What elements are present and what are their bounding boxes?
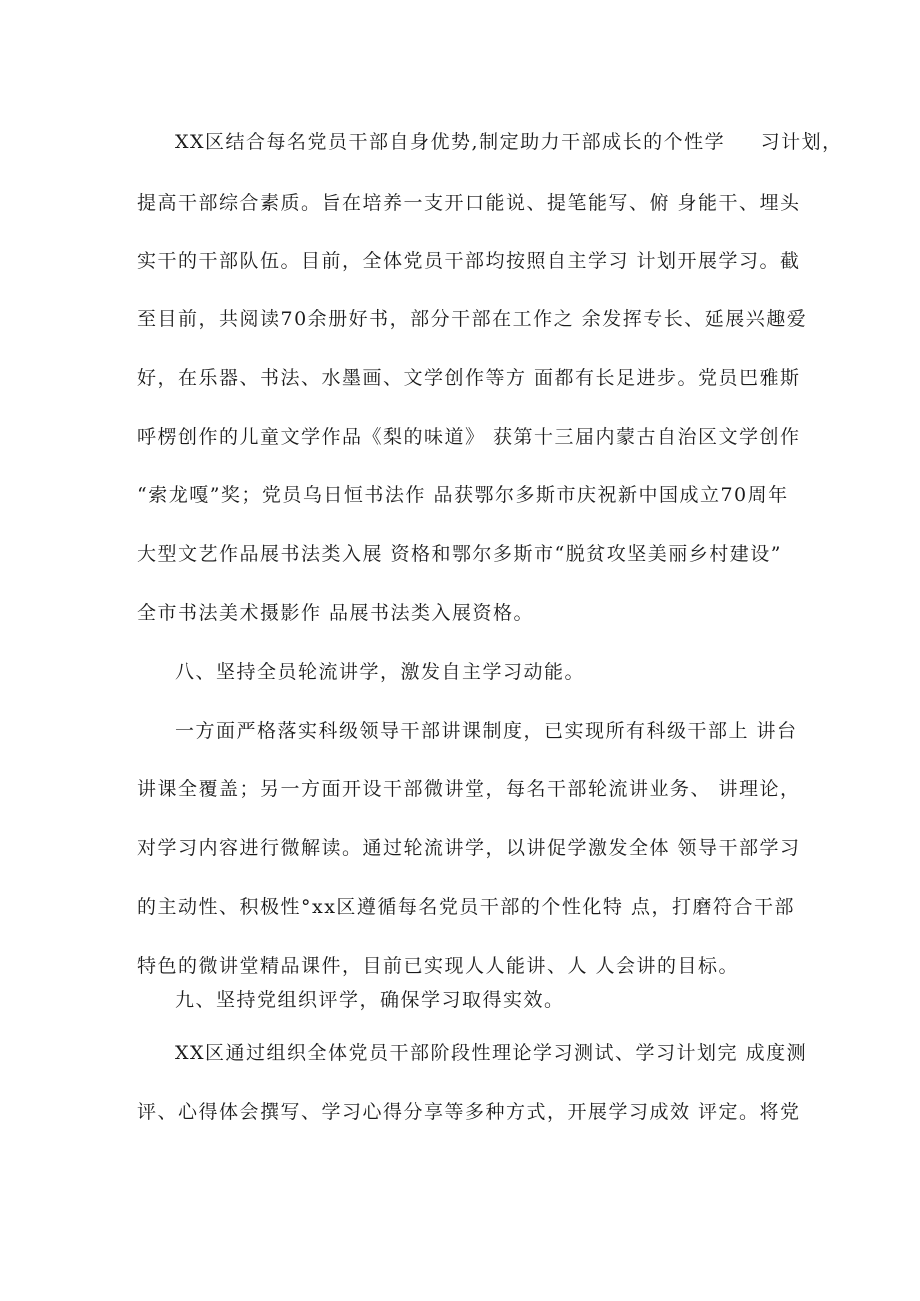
paragraph-line: 全市书法美术摄影作 品展书法类入展资格。 — [137, 602, 535, 624]
section-heading-8: 八、坚持全员轮流讲学，激发自主学习动能。 — [175, 661, 586, 683]
paragraph-line: 对学习内容进行微解读。通过轮流讲学，以讲促学激发全体 领导干部学习 — [137, 837, 801, 859]
paragraph-line: XX区通过组织全体党员干部阶段性理论学习测试、学习计划完 成度测 — [175, 1042, 808, 1064]
paragraph-line: 实干的干部队伍。目前，全体党员干部均按照自主学习 计划开展学习。截 — [137, 250, 801, 272]
paragraph-line: 的主动性、积极性°xx区遵循每名党员干部的个性化特 点，打磨符合干部 — [137, 896, 795, 918]
paragraph-line: 好，在乐器、书法、水墨画、文学创作等方 面都有长足进步。党员巴雅斯 — [137, 367, 801, 389]
paragraph-line: 一方面严格落实科级领导干部讲课制度，已实现所有科级干部上 讲台 — [175, 720, 798, 742]
section-heading-9: 九、坚持党组织评学，确保学习取得实效。 — [175, 989, 565, 1011]
paragraph-line: XX区结合每名党员干部自身优势,制定助力干部成长的个性学 习计划， — [175, 131, 843, 153]
paragraph-line: “索龙嘎”奖；党员乌日恒书法作 品获鄂尔多斯市庆祝新中国成立70周年 — [137, 484, 789, 506]
paragraph-line: 提高干部综合素质。旨在培养一支开口能说、提笔能写、俯 身能干、埋头 — [137, 192, 801, 214]
paragraph-line: 特色的微讲堂精品课件，目前已实现人人能讲、人 人会讲的目标。 — [137, 955, 740, 977]
paragraph-line: 至目前，共阅读70余册好书，部分干部在工作之 余发挥专长、延展兴趣爱 — [137, 308, 808, 330]
paragraph-line: 呼楞创作的儿童文学作品《梨的味道》 获第十三届内蒙古自治区文学创作 — [137, 426, 801, 448]
paragraph-line: 评、心得体会撰写、学习心得分享等多种方式，开展学习成效 评定。将党 — [137, 1101, 801, 1123]
paragraph-line: 讲课全覆盖；另一方面开设干部微讲堂，每名干部轮流讲业务、 讲理论， — [137, 778, 801, 800]
paragraph-line: 大型文艺作品展书法类入展 资格和鄂尔多斯市“脱贫攻坚美丽乡村建设” — [137, 543, 782, 565]
